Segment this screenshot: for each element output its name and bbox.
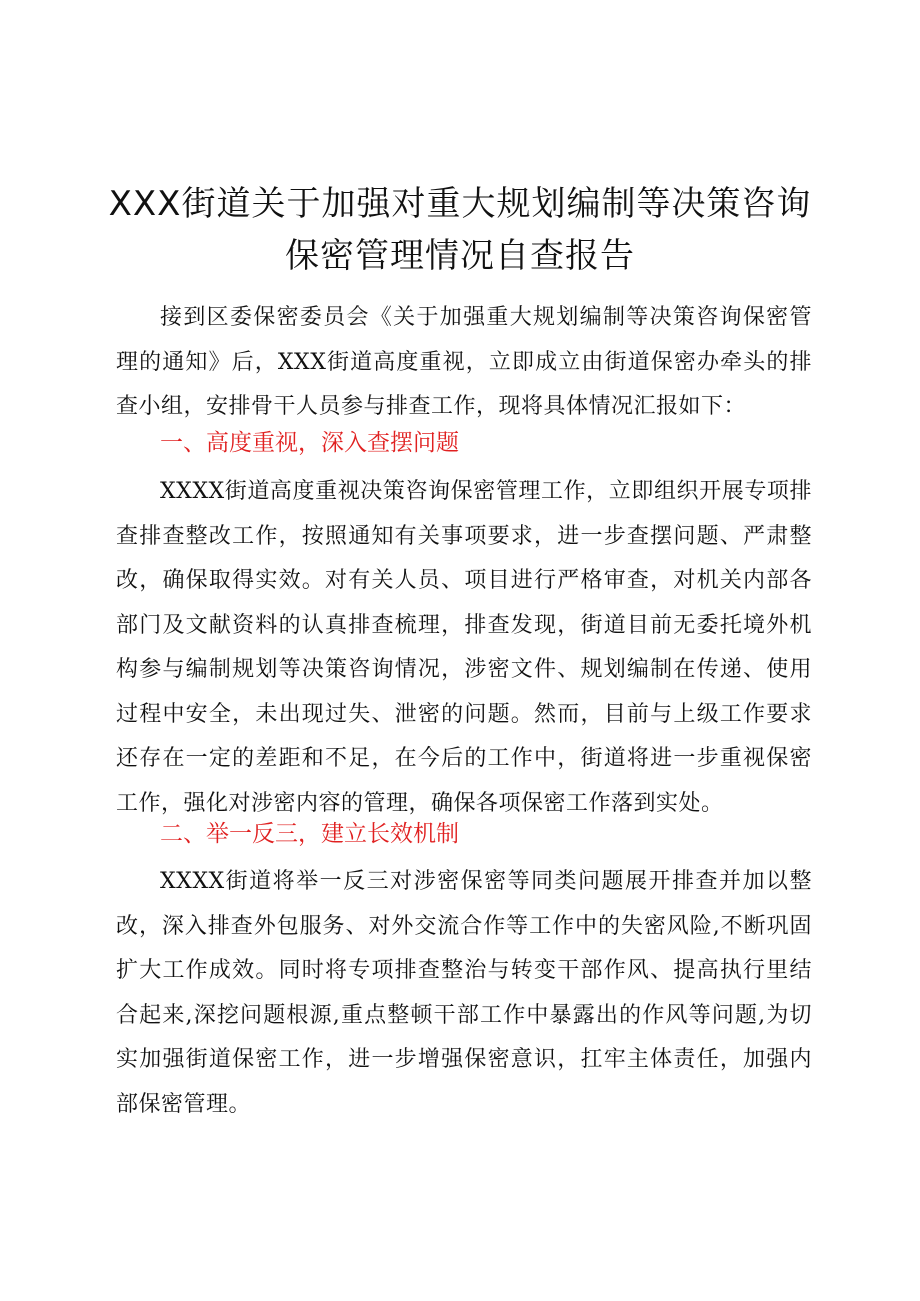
section-paragraph-1: XXXX街道高度重视决策咨询保密管理工作，立即组织开展专项排查排查整改工作，按照通知有关事项要求，进一步查摆问题、严肃整改，确保取得实效。对有关人员、项目进行严格审查，对机关内部各部门及文献资料的认真排查梳理，排查发现，街道目前无委托境外机构参与编制规划等决策咨询情况，涉密文件、规划编制在传递、使用过程中安全，未出现过失、泄密的问题。然而，目前与上级工作要求还存在一定的差距和不足，在今后的工作中，街道将进一步重视保密工作，强化对涉密内容的管理，确保各项保密工作落到实处。 (116, 479, 812, 816)
section-heading-1: 一、高度重视，深入查摆问题 (160, 430, 459, 456)
section-paragraph-2: XXXX街道将举一反三对涉密保密等同类问题展开排查并加以整改，深入排查外包服务、对外交流合作等工作中的失密风险,不断巩固扩大工作成效。同时将专项排查整治与转变干部作风、提高执行里结合起来,深挖问题根源,重点整顿干部工作中暴露出的作风等问题,为切实加强街道保密工作，进一步增强保密意识，扛牢主体责任，加强内部保密管理。 (116, 869, 812, 1117)
intro-paragraph: 接到区委保密委员会《关于加强重大规划编制等决策咨询保密管理的通知》后，XXX街道高度重视，立即成立由街道保密办牵头的排查小组，安排骨干人员参与排查工作，现将具体情况汇报如下： (116, 305, 812, 419)
section-heading-2: 二、举一反三，建立长效机制 (160, 821, 459, 847)
document-title-line-1: XXX街道关于加强对重大规划编制等决策咨询 (108, 184, 812, 224)
document-title-line-2: 保密管理情况自查报告 (285, 236, 635, 276)
